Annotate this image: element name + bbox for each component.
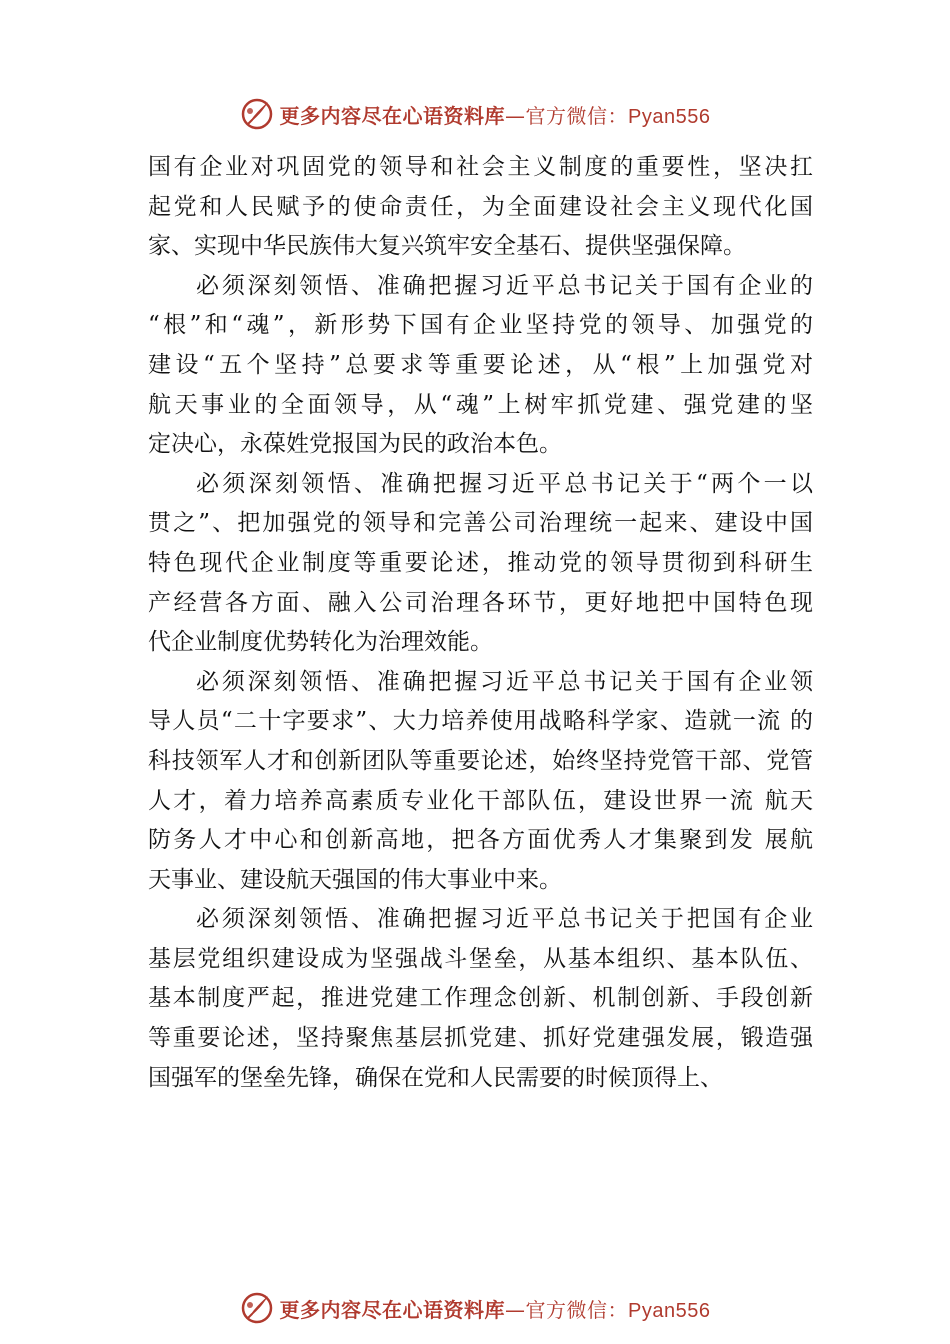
document-body [148, 148, 813, 1098]
text-line: 特色现代企业制度等重要论述，推动党的领导贯彻到科研生 [148, 549, 813, 576]
text-line: 基本制度严起，推进党建工作理念创新、机制创新、手段创新 [148, 985, 813, 1012]
text-line: “根”和“魂”，新形势下国有企业坚持党的领导、加强党的 [148, 312, 813, 339]
text-line: 贯之”、把加强党的领导和完善公司治理统一起来、建设中国 [148, 510, 813, 537]
quill-logo-icon [240, 1291, 274, 1325]
text-line: 导人员“二十字要求”、大力培养使用战略科学家、造就一流 的 [148, 708, 813, 735]
text-line: 航天事业的全面领导，从“魂”上树牢抓党建、强党建的坚 [148, 391, 813, 418]
footer-watermark [0, 1288, 950, 1328]
header-watermark [0, 94, 950, 134]
text-line: 定决心，永葆姓党报国为民的政治本色。 [148, 431, 562, 458]
text-line: 必须深刻领悟、准确把握习近平总书记关于把国有企业 [196, 906, 813, 933]
text-line: 国强军的堡垒先锋，确保在党和人民需要的时候顶得上、 [148, 1064, 723, 1091]
text-line: 家、实现中华民族伟大复兴筑牢安全基石、提供坚强保障。 [148, 233, 746, 260]
text-line: 建设“五个坚持”总要求等重要论述，从“根”上加强党对 [148, 351, 813, 378]
watermark-text: 更多内容尽在心语资料库—官方微信：Pyan556 [279, 103, 711, 128]
text-line: 必须深刻领悟、准确把握习近平总书记关于国有企业领 [196, 668, 813, 695]
text-line: 必须深刻领悟、准确把握习近平总书记关于国有企业的 [196, 272, 813, 299]
watermark-text: 更多内容尽在心语资料库—官方微信：Pyan556 [279, 1297, 711, 1322]
text-line: 国有企业对巩固党的领导和社会主义制度的重要性，坚决扛 [148, 154, 813, 180]
text-line: 天事业、建设航天强国的伟大事业中来。 [148, 866, 562, 893]
text-line: 科技领军人才和创新团队等重要论述，始终坚持党管干部、党管 [148, 747, 813, 774]
text-line: 产经营各方面、融入公司治理各环节，更好地把中国特色现 [148, 589, 813, 616]
text-line: 代企业制度优势转化为治理效能。 [148, 629, 493, 656]
text-line: 等重要论述，坚持聚焦基层抓党建、抓好党建强发展，锻造强 [148, 1025, 813, 1052]
text-line: 人才，着力培养高素质专业化干部队伍，建设世界一流 航天 [148, 787, 813, 814]
text-line: 基层党组织建设成为坚强战斗堡垒，从基本组织、基本队伍、 [148, 945, 813, 972]
quill-logo-icon [240, 97, 274, 131]
text-line: 必须深刻领悟、准确把握习近平总书记关于“两个一以 [196, 470, 813, 497]
text-line: 起党和人民赋予的使命责任，为全面建设社会主义现代化国 [148, 193, 813, 220]
text-line: 防务人才中心和创新高地，把各方面优秀人才集聚到发 展航 [148, 827, 813, 854]
